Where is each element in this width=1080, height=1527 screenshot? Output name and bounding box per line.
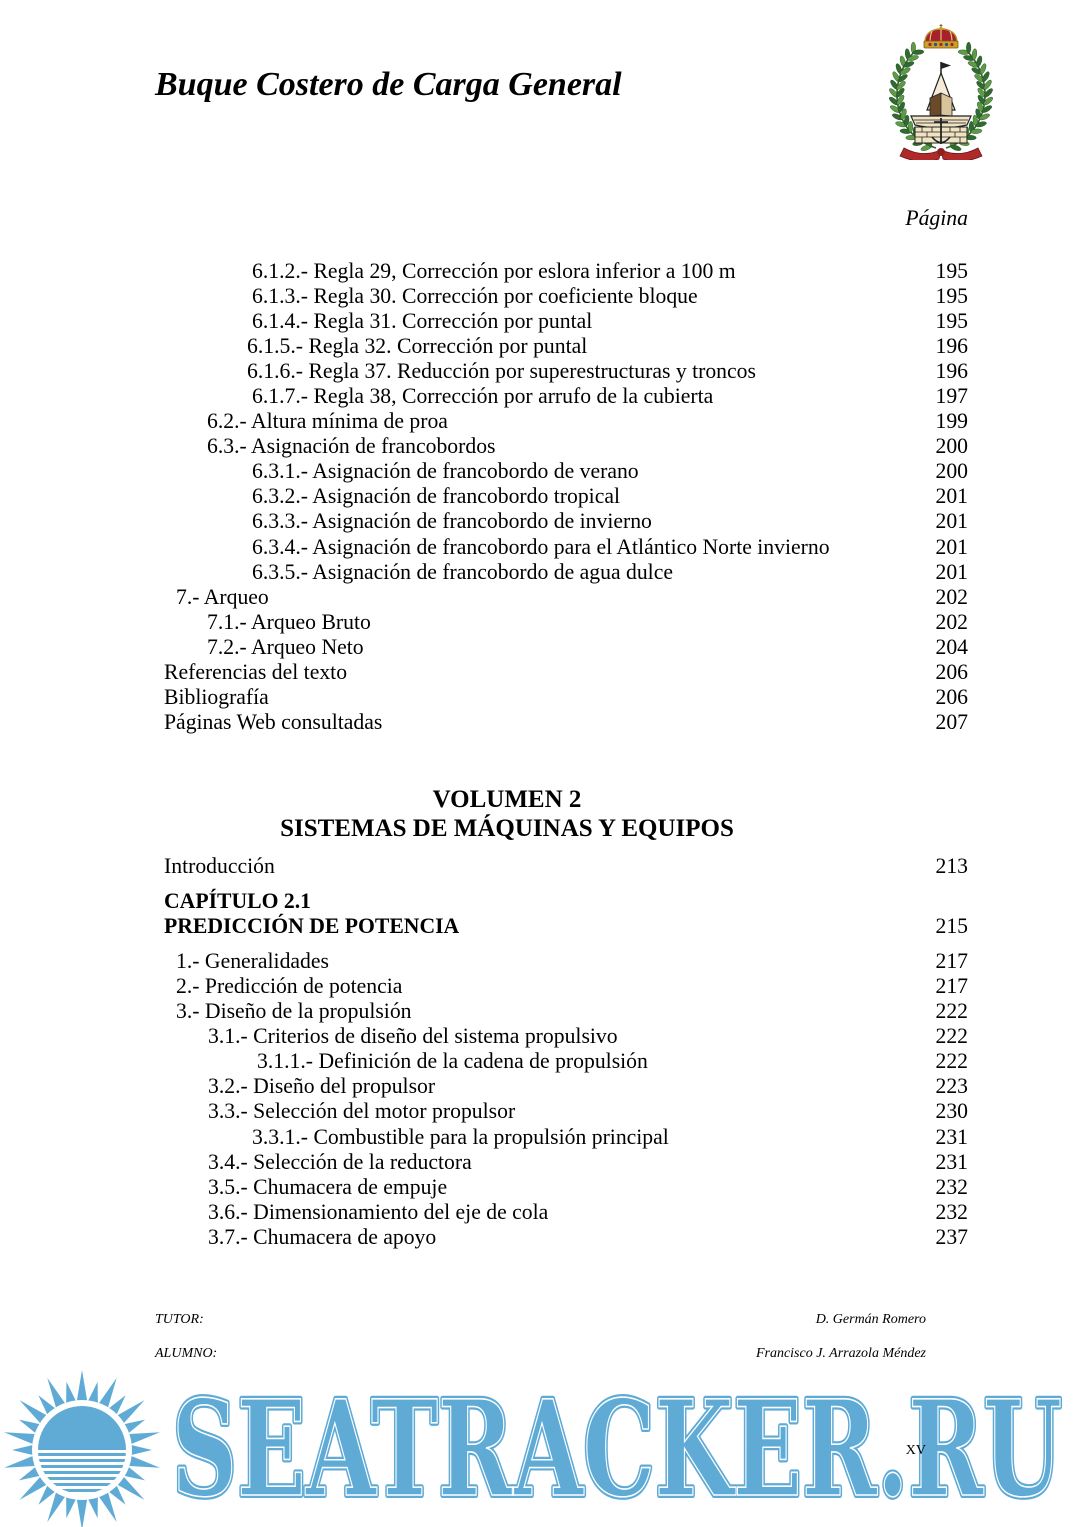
ship-pennant <box>941 62 951 69</box>
toc-entry-page: 222 <box>935 999 968 1024</box>
toc-entry-page: 215 <box>935 914 968 938</box>
toc-entry-label: 3.7.- Chumacera de apoyo <box>208 1224 437 1249</box>
toc-intro <box>164 854 968 879</box>
toc-entry-label: Bibliografía <box>164 684 269 709</box>
toc-entry-page: 213 <box>935 854 968 878</box>
toc-entry <box>164 710 968 735</box>
crown-gem <box>945 43 948 46</box>
toc-entry <box>164 685 968 710</box>
toc-entry-label: Introducción <box>164 854 275 878</box>
toc-entry <box>164 635 968 660</box>
toc-entry-page: 232 <box>935 1174 968 1199</box>
toc-entry <box>164 484 968 509</box>
toc-entry <box>164 1175 968 1200</box>
crown-orb <box>939 27 943 31</box>
ribbon-left <box>900 148 941 160</box>
toc-entry <box>164 999 968 1024</box>
toc-entry-page: 195 <box>935 309 968 334</box>
toc-entry-label: 1.- Generalidades <box>176 949 329 973</box>
toc-entry-page: 232 <box>935 1199 968 1224</box>
toc-entry <box>164 384 968 409</box>
toc-entry <box>164 1024 968 1049</box>
crown-icon <box>924 24 958 48</box>
toc-entry <box>164 1049 968 1074</box>
toc-entry <box>164 854 968 879</box>
toc-entry-label: 6.1.3.- Regla 30. Corrección por coeficiente bloque <box>252 284 698 309</box>
toc-entry-page: 204 <box>935 634 968 659</box>
laurel-leaf <box>971 48 977 60</box>
toc-entry-label: 3.6.- Dimensionamiento del eje de cola <box>208 1199 549 1224</box>
volume-title: SISTEMAS DE MÁQUINAS Y EQUIPOS <box>280 815 734 842</box>
crown-gem <box>939 43 942 46</box>
toc-entry <box>164 509 968 534</box>
toc-entry-label: 7.1.- Arqueo Bruto <box>207 609 371 634</box>
toc-entry <box>164 1225 968 1250</box>
sea-stripe <box>38 1465 126 1468</box>
watermark <box>165 1390 1070 1505</box>
sea-stripe <box>38 1477 126 1480</box>
toc-entry-page: 207 <box>935 709 968 734</box>
toc-entry-page: 206 <box>935 659 968 684</box>
toc-entry-label: 3.3.- Selección del motor propulsor <box>208 1099 516 1124</box>
toc-entry-label: 3.3.1.- Combustible para la propulsión principal <box>252 1124 669 1149</box>
toc-entry <box>164 535 968 560</box>
toc-entry-page: 200 <box>935 434 968 459</box>
toc-entry-label: 6.3.2.- Asignación de francobordo tropical <box>252 484 620 509</box>
toc-entry <box>164 1074 968 1099</box>
toc-entry-label: 6.3.- Asignación de francobordos <box>207 434 496 459</box>
toc-entry-page: 223 <box>935 1074 968 1099</box>
toc-entry-label: 6.1.2.- Regla 29, Corrección por eslora inferior a 100 m <box>252 259 736 283</box>
laurel-leaf <box>976 55 983 67</box>
toc-entry-page: 196 <box>935 334 968 359</box>
toc-entry-page: 201 <box>935 534 968 559</box>
ribbon-right <box>941 148 982 160</box>
toc-entry-page: 201 <box>935 484 968 509</box>
tutor-name: D. Germán Romero <box>815 1312 926 1327</box>
toc-entry-page: 195 <box>935 284 968 309</box>
toc-entry-label: 7.2.- Arqueo Neto <box>207 634 364 659</box>
toc-entry-label: 6.1.4.- Regla 31. Corrección por puntal <box>252 309 593 334</box>
document-title: Buque Costero de Carga General <box>155 66 622 103</box>
chapter-title-row <box>164 914 968 939</box>
toc-entry-page: 201 <box>935 509 968 534</box>
toc-entry-label: 3.5.- Chumacera de empuje <box>208 1174 448 1199</box>
toc-entry-page: 217 <box>935 949 968 973</box>
watermark-text-inline: SEATRACKER.RU <box>172 1390 1062 1505</box>
student-name: Francisco J. Arrazola Méndez <box>755 1346 926 1361</box>
crown-gem <box>934 43 937 46</box>
toc-entry-label: 6.3.4.- Asignación de francobordo para el Atlántico Norte invierno <box>252 534 830 559</box>
toc-entry-label: Referencias del texto <box>164 659 348 684</box>
laurel-leaf <box>908 121 913 132</box>
toc-entry-label: 2.- Predicción de potencia <box>176 974 403 999</box>
toc-entry <box>164 1200 968 1225</box>
toc-entry-label: 6.1.6.- Regla 37. Reducción por superestructuras y troncos <box>247 359 756 384</box>
sun-icon <box>0 1368 165 1527</box>
school-emblem <box>884 24 998 160</box>
toc-entry-label: 3.4.- Selección de la reductora <box>208 1149 472 1174</box>
toc-entry-page: 231 <box>935 1124 968 1149</box>
toc-entry <box>164 309 968 334</box>
laurel-leaf <box>966 42 971 53</box>
toc-entry-label: 3.2.- Diseño del propulsor <box>208 1074 436 1099</box>
toc-entry-label: 6.1.5.- Regla 32. Corrección por puntal <box>247 334 588 359</box>
toc-entry-label: 6.3.1.- Asignación de francobordo de verano <box>252 459 639 484</box>
crown-cross <box>940 24 943 27</box>
toc-entry <box>164 974 968 999</box>
toc-entry-page: 237 <box>935 1224 968 1249</box>
sea-stripe <box>38 1471 126 1474</box>
toc-entry-page: 202 <box>935 584 968 609</box>
toc-entry-label: 6.3.3.- Asignación de francobordo de invierno <box>252 509 652 534</box>
toc-entry-label: 3.1.- Criterios de diseño del sistema propulsivo <box>208 1024 618 1049</box>
toc-entry-label: 6.2.- Altura mínima de proa <box>207 409 448 434</box>
toc-chapter-2-1 <box>164 949 968 1250</box>
toc-entry-label: 7.- Arqueo <box>176 584 269 609</box>
toc-entry-page: 217 <box>935 974 968 999</box>
laurel-leaf <box>950 144 962 152</box>
toc-entry-page: 199 <box>935 409 968 434</box>
sea-stripe <box>38 1453 126 1456</box>
toc-entry <box>164 284 968 309</box>
toc-entry-page: 197 <box>935 384 968 409</box>
toc-entry <box>164 949 968 974</box>
toc-volume1 <box>164 259 968 735</box>
toc-entry-label: Páginas Web consultadas <box>164 709 383 734</box>
toc-entry <box>164 560 968 585</box>
volume-heading <box>257 785 757 843</box>
chapter-number: CAPÍTULO 2.1 <box>164 889 312 913</box>
toc-entry-page: 222 <box>935 1024 968 1049</box>
toc-entry-label: 3.1.1.- Definición de la cadena de propulsión <box>257 1049 648 1074</box>
toc-entry-page: 202 <box>935 609 968 634</box>
toc-entry-page: 200 <box>935 459 968 484</box>
toc-entry <box>164 434 968 459</box>
student-label: ALUMNO: <box>155 1346 218 1361</box>
tutor-label: TUTOR: <box>155 1312 204 1327</box>
chapter-number-row <box>164 889 968 914</box>
page-number: XV <box>905 1443 926 1458</box>
toc-entry-page: 222 <box>935 1049 968 1074</box>
toc-entry <box>164 1099 968 1124</box>
toc-entry-label: 6.1.7.- Regla 38, Corrección por arrufo de la cubierta <box>252 384 714 409</box>
toc-entry-page: 206 <box>935 684 968 709</box>
toc-entry <box>164 459 968 484</box>
crown-gem <box>950 43 953 46</box>
sea-stripe <box>38 1459 126 1462</box>
sun-disc <box>38 1406 126 1492</box>
toc-entry-label: 6.3.5.- Asignación de francobordo de agua dulce <box>252 559 673 584</box>
chapter-heading <box>164 889 968 939</box>
volume-number: VOLUMEN 2 <box>432 786 582 813</box>
toc-entry <box>164 1125 968 1150</box>
toc-entry-page: 195 <box>935 259 968 283</box>
toc-entry-page: 230 <box>935 1099 968 1124</box>
toc-entry <box>164 660 968 685</box>
toc-entry <box>164 359 968 384</box>
toc-entry <box>164 334 968 359</box>
watermark-text: SEATRACKER.RU <box>172 1390 1062 1505</box>
ribbon <box>900 148 982 160</box>
toc-entry <box>164 409 968 434</box>
crown-gem <box>928 43 931 46</box>
toc-entry-page: 196 <box>935 359 968 384</box>
toc-entry-page: 231 <box>935 1149 968 1174</box>
toc-entry-page: 201 <box>935 559 968 584</box>
page-column-label: Página <box>905 206 968 230</box>
toc-entry <box>164 585 968 610</box>
toc-entry <box>164 259 968 284</box>
toc-entry-label: 3.- Diseño de la propulsión <box>176 999 412 1024</box>
chapter-title: PREDICCIÓN DE POTENCIA <box>164 914 460 938</box>
toc-entry <box>164 1150 968 1175</box>
ribbon-knot <box>937 148 945 156</box>
toc-entry <box>164 610 968 635</box>
